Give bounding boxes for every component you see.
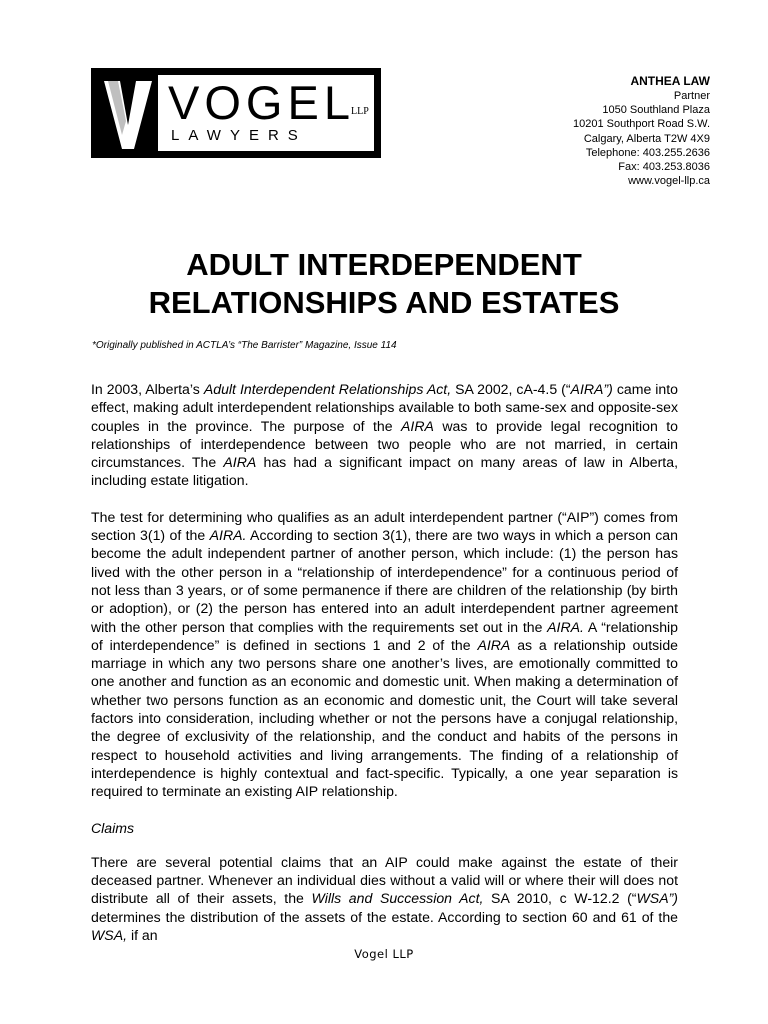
contact-website[interactable]: www.vogel-llp.ca	[628, 175, 710, 188]
contact-address-1: 1050 Southland Plaza	[602, 104, 710, 117]
title-line-1: ADULT INTERDEPENDENT	[186, 247, 582, 282]
contact-title: Partner	[673, 90, 710, 102]
article-body	[91, 380, 678, 944]
page-footer: Vogel LLP	[354, 947, 414, 961]
contact-fax: Fax: 403.253.8036	[618, 161, 710, 174]
paragraph-aip-test: The test for determining who qualifies as an adult interdependent partner (“AIP”) comes from section 3(1) of the AIRA. According to section 3(1), there are two ways in which a person can become the adult independent partner of another person, which include: (1) the person has lived with the other person in a “relationship of interdependence” for a continuous period of not less than 3 years, or of some permanence if there are children of the relationship (by birth or adoption), or (2) the person has entered into an adult interdependent partner agreement with the other person that complies with the requirements set out in the AIRA. A “relationship of interdependence” is defined in sections 1 and 2 of the AIRA as a relationship outside marriage in which any two persons share one another’s lives, are emotionally committed to one another and function as an economic and domestic unit. When making a determination of whether two persons function as an economic and domestic unit, the Court will take several factors into consideration, including whether or not the persons have a conjugal relationship, the degree of exclusivity of the relationship, and the conduct and habits of the persons in respect to household activities and living arrangements. The finding of a relationship of interdependence is highly contextual and fact-specific. Typically, a one year separation is required to terminate an existing AIP relationship.	[91, 508, 678, 800]
logo-subtitle: LAWYERS	[171, 127, 307, 144]
contact-name: ANTHEA LAW	[630, 74, 710, 88]
paragraph-intro: In 2003, Alberta’s Adult Interdependent Relationships Act, SA 2002, cA-4.5 (“AIRA”) came into effect, making adult interdependent relationships available to both same-sex and opposite-sex couples in the province. The purpose of the AIRA was to provide legal recognition to relationships of interdependence between two people who are not married, in certain circumstances. The AIRA has had a significant impact on many areas of law in Alberta, including estate litigation.	[91, 381, 679, 489]
document-title	[0, 246, 768, 322]
publication-note: *Originally published in ACTLA’s “The Barrister” Magazine, Issue 114	[92, 340, 397, 351]
contact-address-2: 10201 Southport Road S.W.	[573, 118, 710, 131]
contact-block	[573, 73, 710, 188]
firm-logo	[91, 68, 381, 158]
v-logo-mark	[98, 75, 158, 155]
section-heading-claims: Claims	[91, 819, 135, 836]
title-line-2: RELATIONSHIPS AND ESTATES	[148, 285, 620, 320]
paragraph-claims: There are several potential claims that an AIP could make against the estate of their deceased partner. Whenever an individual dies without a valid will or where their will does not distribute all of their assets, the Wills and Succession Act, SA 2010, c W-12.2 (“WSA”) determines the distribution of the assets of the estate. According to section 60 and 61 of the WSA, if an	[91, 853, 678, 944]
logo-firm-name: VOGEL	[168, 76, 355, 129]
contact-telephone: Telephone: 403.255.2636	[585, 146, 710, 159]
logo-llp: LLP	[351, 106, 369, 117]
contact-city: Calgary, Alberta T2W 4X9	[583, 132, 710, 145]
